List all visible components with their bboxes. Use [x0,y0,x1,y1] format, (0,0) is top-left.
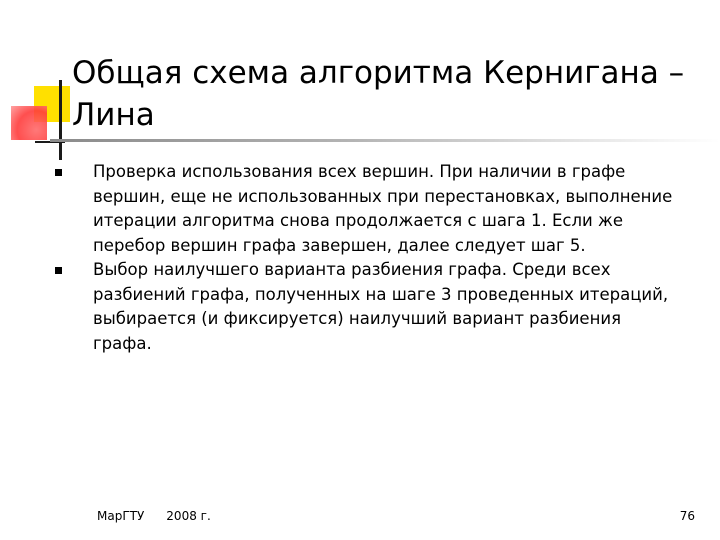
page-number: 76 [679,509,695,523]
footer-year: 2008 г. [166,509,211,523]
bullet-square-icon [55,169,62,176]
footer-left [97,509,211,523]
bullet-text: Проверка использования всех вершин. При наличии в графе вершин, еще не использованных при перестановках, выполнение итерации алгоритма снова продолжается с шага 1. Если же перебор вершин графа завершен, далее следует шаг 5. [93,162,673,255]
bullet-item [0,160,673,258]
footer-org: МарГТУ [97,509,145,523]
bullet-text: Выбор наилучшего варианта разбиения графа. Среди всех разбиений графа, полученных на шаге 3 проведенных итераций, выбирается (и фиксируется) наилучший вариант разбиения графа. [93,260,669,353]
bullet-list [0,160,720,356]
decorative-red-square [11,106,47,140]
title-underline [50,139,720,142]
bullet-item [0,258,673,356]
decorative-vertical-line [59,80,62,160]
bullet-square-icon [55,267,62,274]
slide-title: Общая схема алгоритма Кернигана – Лина [72,55,685,133]
